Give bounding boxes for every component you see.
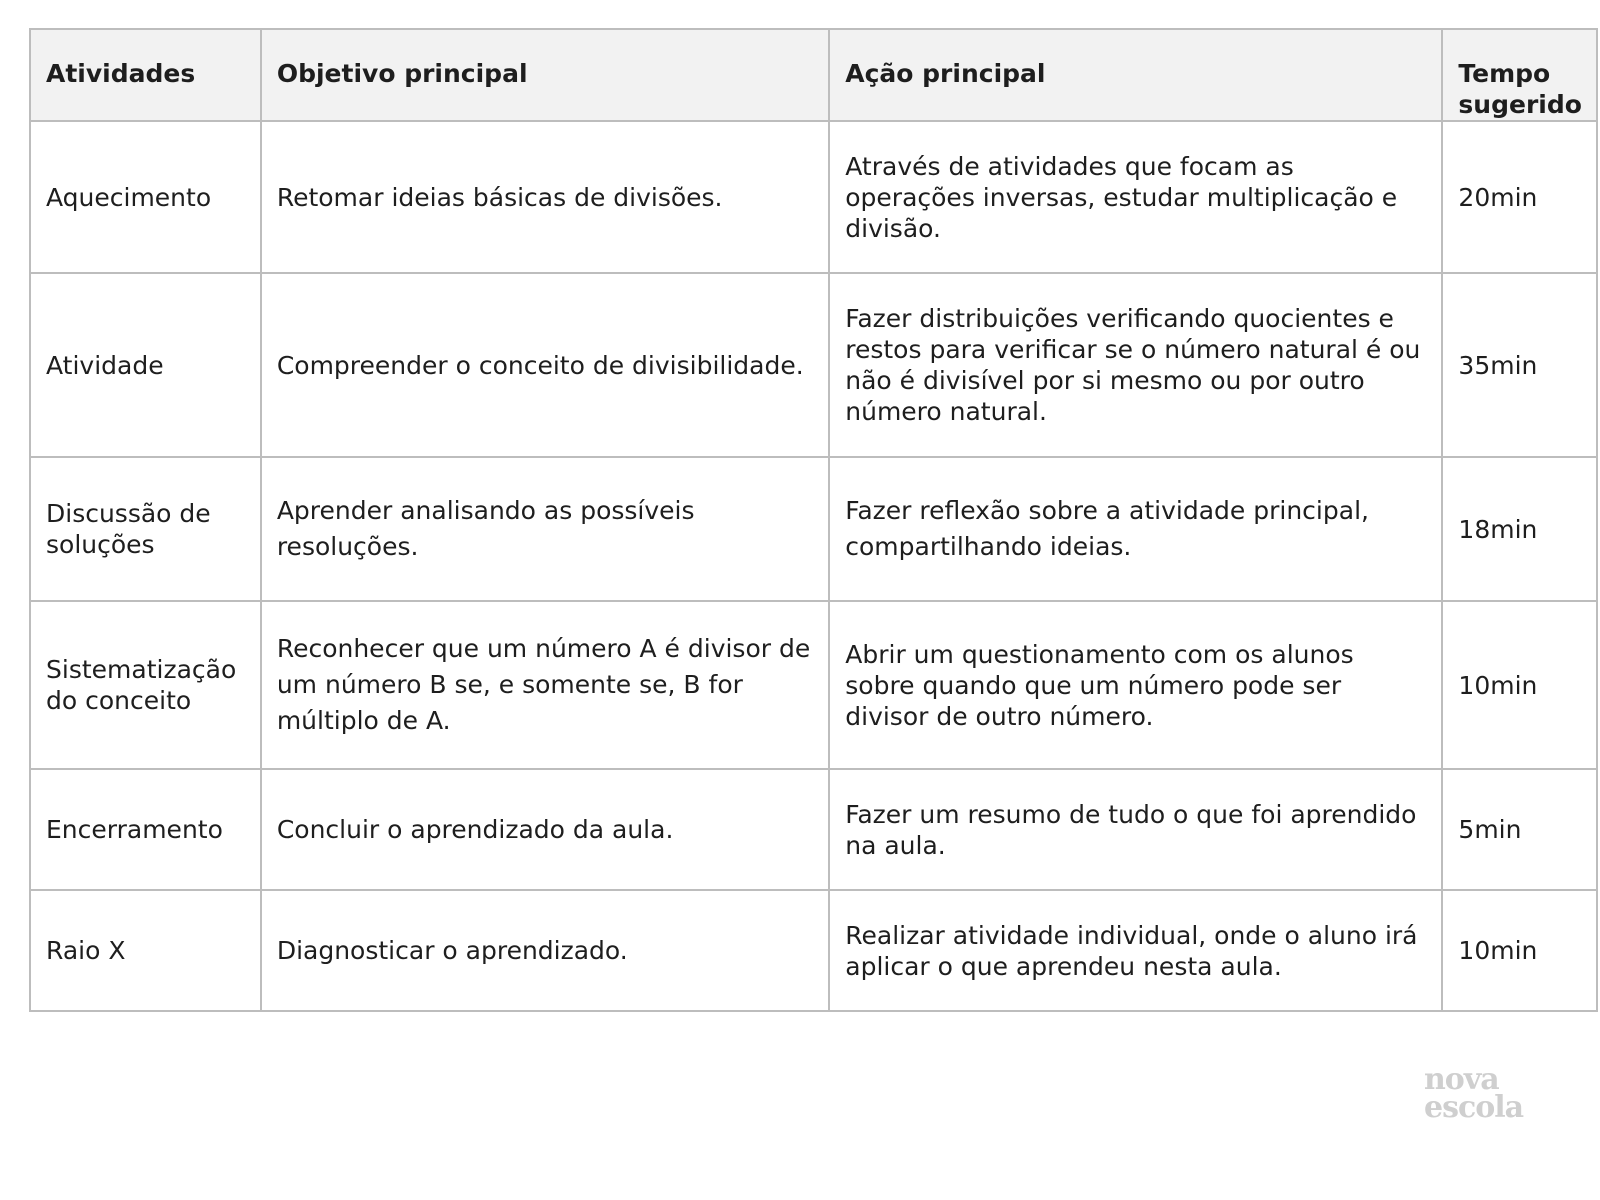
table-row [30,769,1597,890]
cell-acao: Fazer reflexão sobre a atividade principal, compartilhando ideias. [829,457,1442,601]
table-row [30,890,1597,1011]
cell-objetivo: Retomar ideias básicas de divisões. [261,121,829,273]
header-acao-principal: Ação principal [829,29,1442,121]
cell-atividade: Encerramento [30,769,261,890]
cell-tempo: 10min [1442,601,1597,769]
logo-line-2: escola [1424,1090,1524,1125]
cell-atividade: Sistematização do conceito [30,601,261,769]
cell-acao: Fazer distribuições verificando quocientes e restos para verificar se o número natural é ou não é divisível por si mesmo ou por outro número natural. [829,273,1442,457]
cell-atividade: Atividade [30,273,261,457]
cell-objetivo: Reconhecer que um número A é divisor de um número B se, e somente se, B for múltiplo de A. [261,601,829,769]
cell-atividade: Raio X [30,890,261,1011]
header-tempo-sugerido: Tempo sugerido [1442,29,1597,121]
logo-line-1: nova [1424,1062,1499,1097]
cell-objetivo: Diagnosticar o aprendizado. [261,890,829,1011]
nova-escola-logo [1424,1062,1544,1125]
cell-objetivo: Aprender analisando as possíveis resoluções. [261,457,829,601]
cell-objetivo: Compreender o conceito de divisibilidade. [261,273,829,457]
cell-tempo: 10min [1442,890,1597,1011]
cell-atividade: Aquecimento [30,121,261,273]
table-header-row [30,29,1597,121]
cell-acao: Através de atividades que focam as operações inversas, estudar multiplicação e divisão. [829,121,1442,273]
cell-acao: Fazer um resumo de tudo o que foi aprendido na aula. [829,769,1442,890]
cell-acao: Abrir um questionamento com os alunos sobre quando que um número pode ser divisor de outro número. [829,601,1442,769]
table-row [30,601,1597,769]
cell-tempo: 20min [1442,121,1597,273]
lesson-plan-table [29,28,1598,1012]
cell-acao: Realizar atividade individual, onde o aluno irá aplicar o que aprendeu nesta aula. [829,890,1442,1011]
table-row [30,273,1597,457]
header-atividades: Atividades [30,29,261,121]
cell-atividade: Discussão de soluções [30,457,261,601]
cell-tempo: 35min [1442,273,1597,457]
table-row [30,457,1597,601]
header-objetivo-principal: Objetivo principal [261,29,829,121]
cell-tempo: 18min [1442,457,1597,601]
cell-tempo: 5min [1442,769,1597,890]
table-row [30,121,1597,273]
cell-objetivo: Concluir o aprendizado da aula. [261,769,829,890]
